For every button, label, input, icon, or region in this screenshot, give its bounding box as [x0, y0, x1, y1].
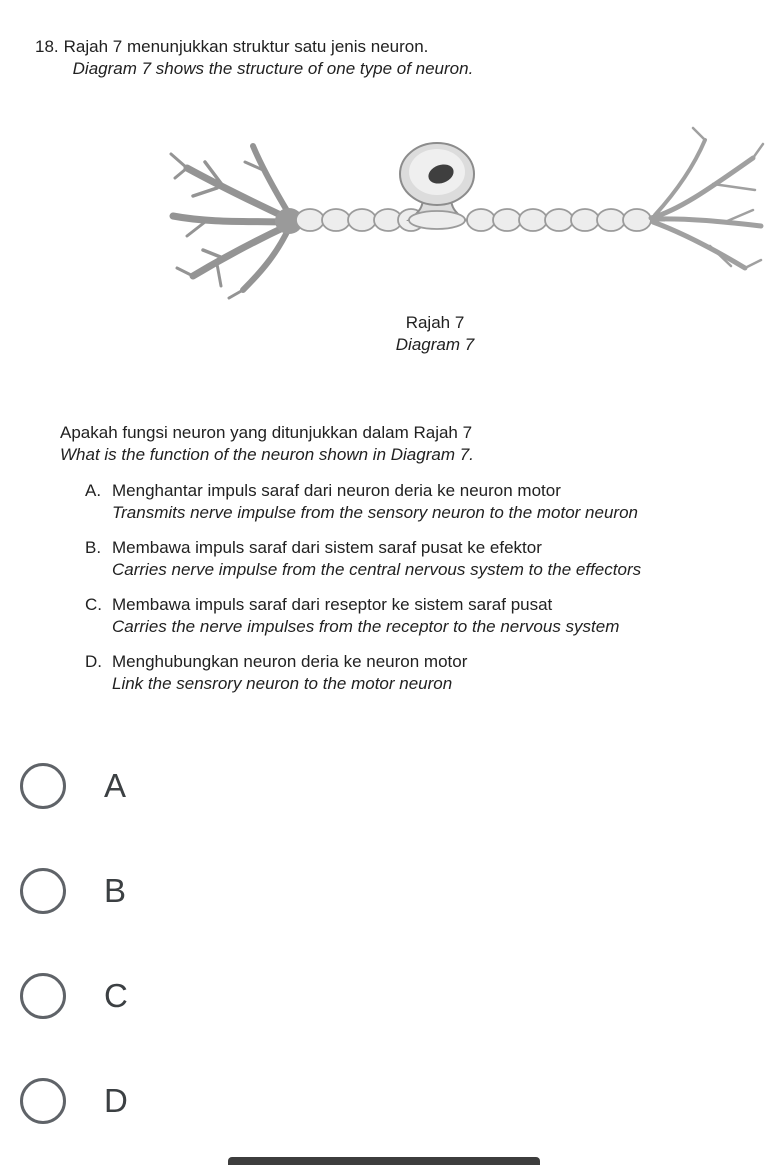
answer-choice-d[interactable] [20, 1078, 128, 1124]
option-letter: A. [85, 481, 102, 500]
radio-button-a[interactable] [20, 763, 66, 809]
option-d-english: Link the sensrory neuron to the motor neuron [112, 674, 453, 693]
option-c [85, 594, 641, 638]
option-c-malay: Membawa impuls saraf dari reseptor ke sistem saraf pusat [112, 595, 553, 614]
answer-label-a: A [104, 767, 127, 804]
question-prompt-english: What is the function of the neuron shown in Diagram 7. [60, 445, 474, 464]
question-prompt-malay: Apakah fungsi neuron yang ditunjukkan dalam Rajah 7 [60, 423, 473, 442]
radio-button-c[interactable] [20, 973, 66, 1019]
option-letter: B. [85, 538, 102, 557]
question-stem-text [64, 36, 474, 80]
dendrites [171, 146, 289, 298]
myelin-segments-right [467, 209, 651, 231]
options-list [85, 480, 641, 695]
figure-caption-malay: Rajah 7 [405, 313, 465, 332]
question-stem-malay: Rajah 7 menunjukkan struktur satu jenis neuron. [63, 37, 429, 56]
option-letter: D. [85, 652, 102, 671]
cell-body [400, 143, 474, 229]
answer-choice-a[interactable] [20, 763, 128, 809]
question-stem [35, 36, 473, 80]
axon-terminals [651, 128, 763, 268]
option-b [85, 537, 641, 581]
question-stem-english: Diagram 7 shows the structure of one type of neuron. [72, 59, 474, 78]
answer-label-b: B [104, 872, 127, 909]
neuron-diagram-svg [165, 118, 765, 303]
option-b-english: Carries nerve impulse from the central nervous system to the effectors [112, 560, 642, 579]
option-c-english: Carries the nerve impulses from the receptor to the nervous system [112, 617, 620, 636]
myelin-segments-left [296, 209, 424, 231]
answer-label-d: D [104, 1082, 128, 1119]
next-image-top-edge [228, 1157, 540, 1165]
figure-caption-english: Diagram 7 [395, 335, 475, 354]
option-text [112, 594, 619, 638]
question-number: 18. [35, 37, 59, 56]
question-prompt [60, 422, 474, 466]
answer-choice-c[interactable] [20, 973, 128, 1019]
answer-radio-group [20, 763, 128, 1124]
figure-caption [60, 312, 783, 356]
option-a-malay: Menghantar impuls saraf dari neuron deria ke neuron motor [112, 481, 561, 500]
radio-button-b[interactable] [20, 868, 66, 914]
option-text [112, 537, 641, 581]
answer-choice-b[interactable] [20, 868, 128, 914]
option-letter: C. [85, 595, 102, 614]
option-a-english: Transmits nerve impulse from the sensory neuron to the motor neuron [112, 503, 638, 522]
option-d [85, 651, 641, 695]
option-text [112, 480, 638, 524]
radio-button-d[interactable] [20, 1078, 66, 1124]
answer-label-c: C [104, 977, 128, 1014]
option-d-malay: Menghubungkan neuron deria ke neuron motor [112, 652, 468, 671]
option-text [112, 651, 467, 695]
option-b-malay: Membawa impuls saraf dari sistem saraf pusat ke efektor [112, 538, 542, 557]
neuron-diagram [165, 118, 765, 303]
option-a [85, 480, 641, 524]
